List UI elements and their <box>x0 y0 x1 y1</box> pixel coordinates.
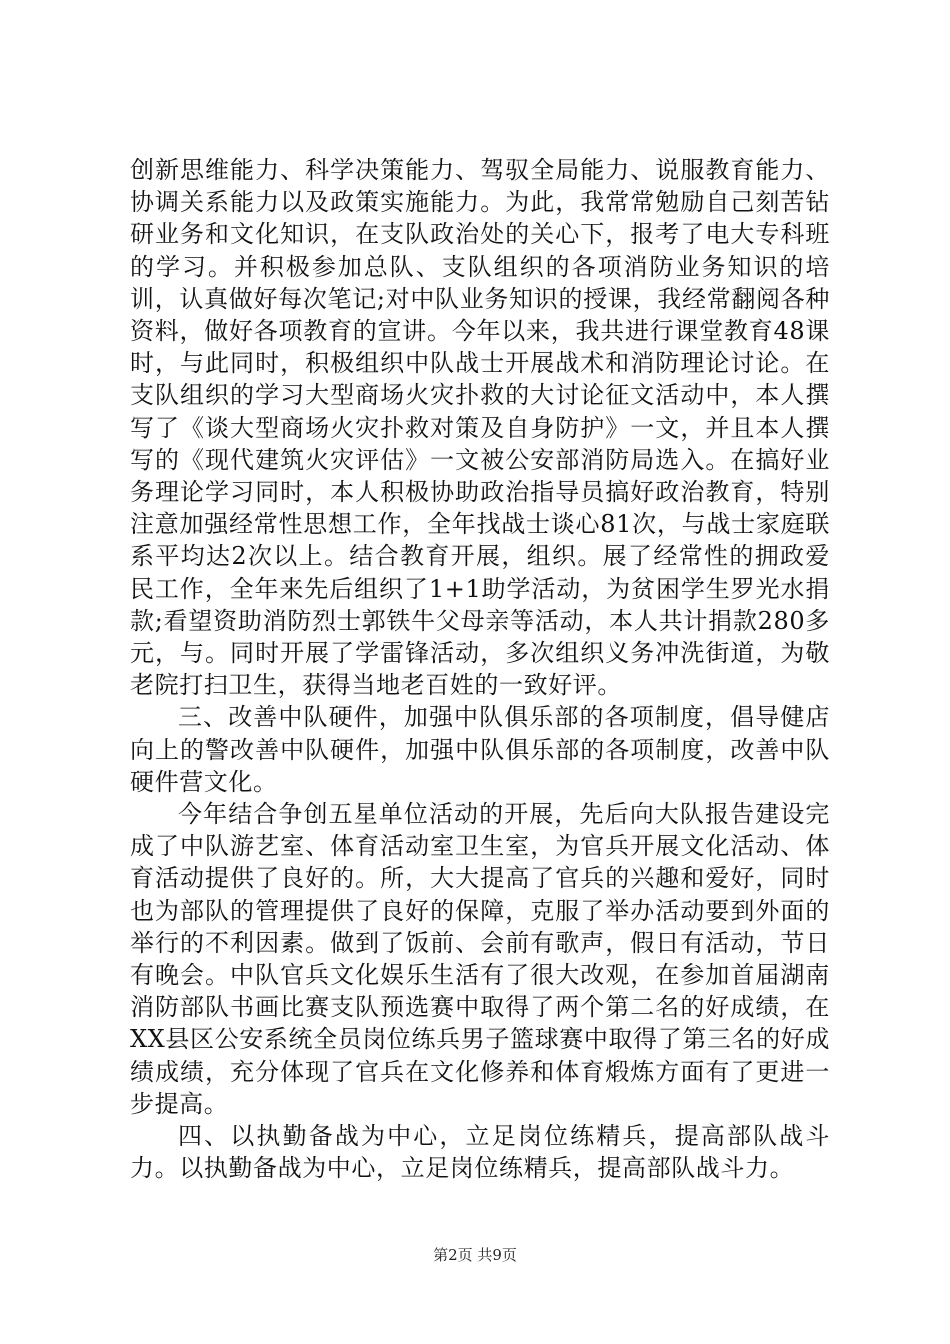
paragraph-culture-activities: 今年结合争创五星单位活动的开展，先后向大队报告建设完成了中队游艺室、体育活动室卫生室，为官兵开展文化活动、体育活动提供了良好的。所，大大提高了官兵的兴趣和爱好，同时也为部队的管理提供了良好的保障，克服了举办活动要到外面的举行的不利因素。做到了饭前、会前有歌声，假日有活动，节日有晚会。中队官兵文化娱乐生活有了很大改观，在参加首届湖南消防部队书画比赛支队预选赛中取得了两个第二名的好成绩，在XX县区公安系统全员岗位练兵男子篮球赛中取得了第三名的好成绩成绩，充分体现了官兵在文化修养和体育煅炼方面有了更进一步提高。 <box>130 800 830 1118</box>
paragraph-section-four-heading: 四、以执勤备战为中心，立足岗位练精兵，提高部队战斗力。以执勤备战为中心，立足岗位练精兵，提高部队战斗力。 <box>130 1122 830 1183</box>
page-footer: 第2页 共9页 <box>433 1246 517 1264</box>
paragraph-continuation: 创新思维能力、科学决策能力、驾驭全局能力、说服教育能力、协调关系能力以及政策实施能力。为此，我常常勉励自己刻苦钻研业务和文化知识，在支队政治处的关心下，报考了电大专科班的学习。并积极参加总队、支队组织的各项消防业务知识的培训，认真做好每次笔记;对中队业务知识的授课，我经常翻阅各种资料，做好各项教育的宣讲。今年以来，我共进行课堂教育48课时，与此同时，积极组织中队战士开展战术和消防理论讨论。在支队组织的学习大型商场火灾扑救的大讨论征文活动中，本人撰写了《谈大型商场火灾扑救对策及自身防护》一文，并且本人撰写的《现代建筑火灾评估》一文被公安部消防局选入。在搞好业务理论学习同时，本人积极协助政治指导员搞好政治教育，特别注意加强经常性思想工作，全年找战士谈心81次，与战士家庭联系平均达2次以上。结合教育开展，组织。展了经常性的拥政爱民工作，全年来先后组织了1+1助学活动，为贫困学生罗光水捐款;看望资助消防烈士郭铁牛父母亲等活动，本人共计捐款280多元，与。同时开展了学雷锋活动，多次组织义务冲洗街道，为敬老院打扫卫生，获得当地老百姓的一致好评。 <box>130 156 830 700</box>
paragraph-section-three-heading: 三、改善中队硬件，加强中队俱乐部的各项制度，倡导健店向上的警改善中队硬件，加强中队俱乐部的各项制度，改善中队硬件营文化。 <box>130 703 830 796</box>
body-text <box>130 154 830 1185</box>
